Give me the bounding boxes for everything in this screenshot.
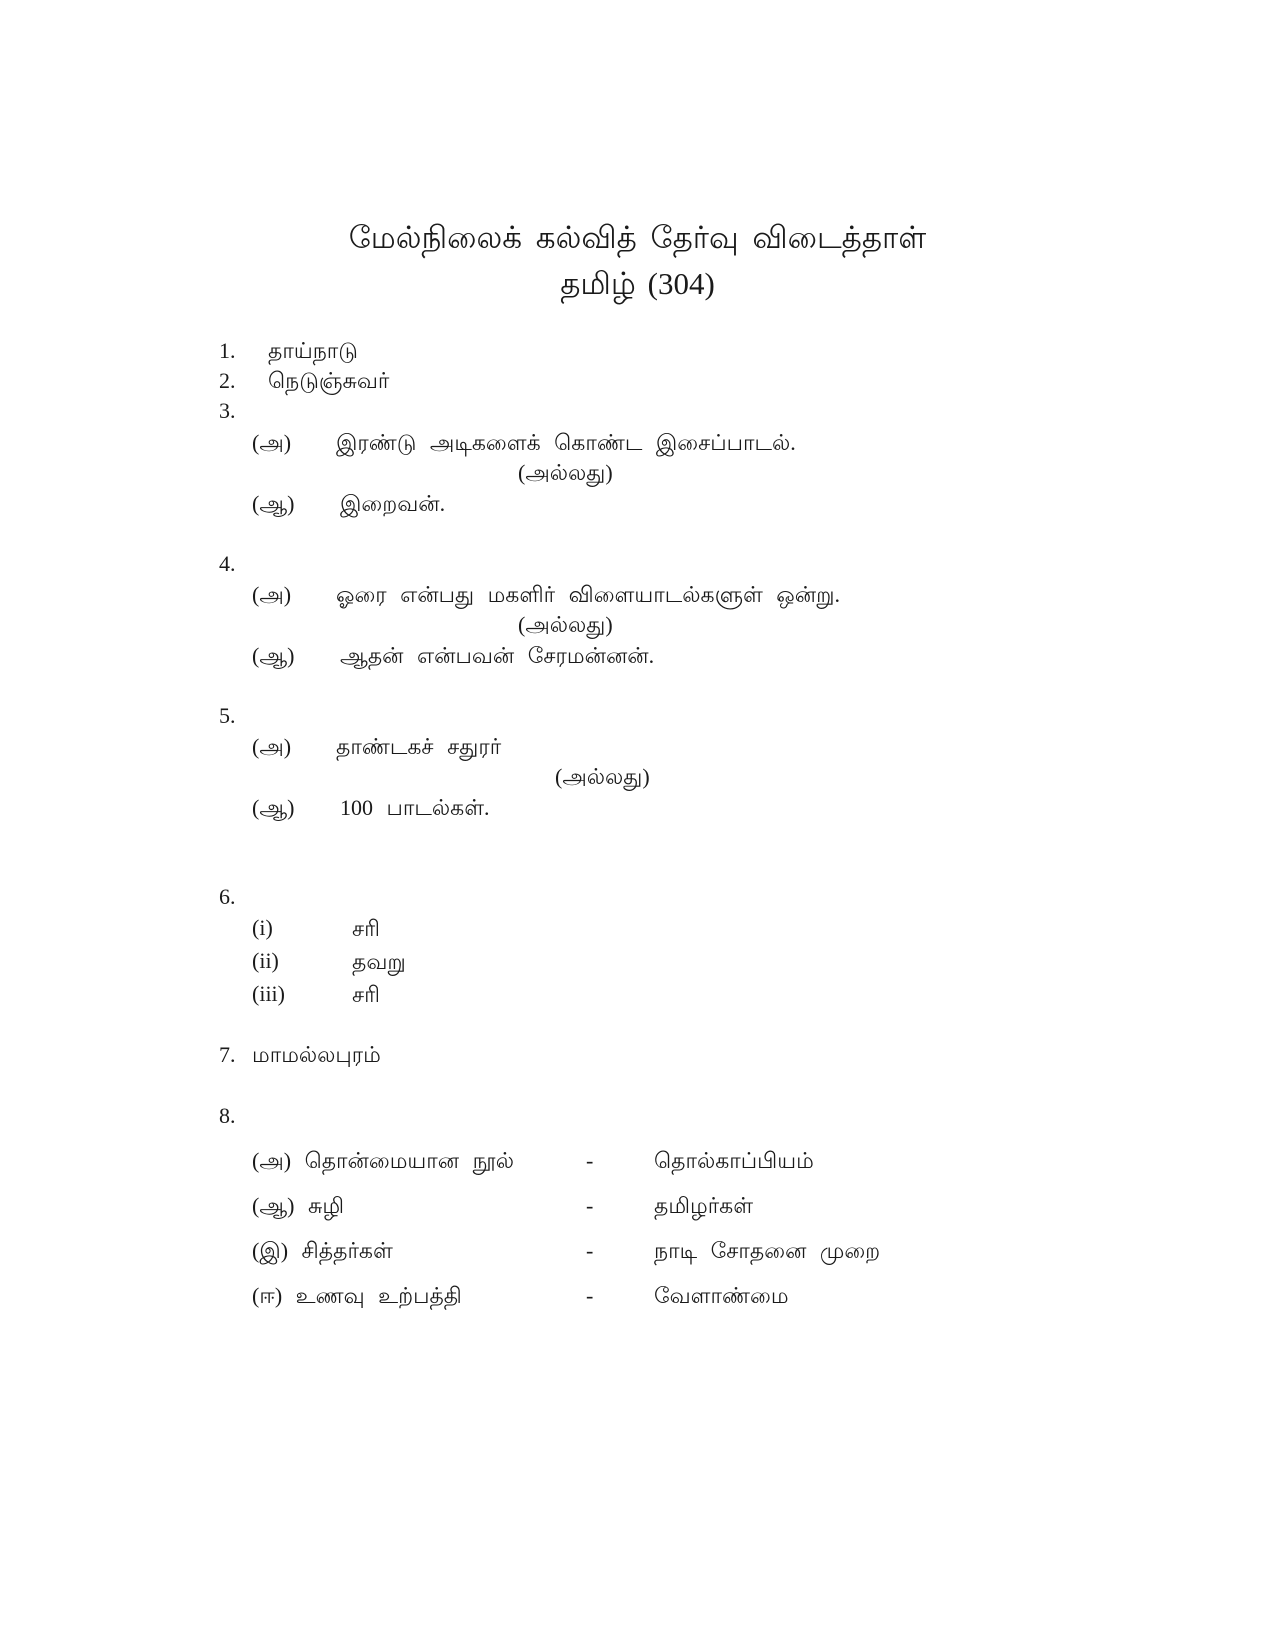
question-3-number: 3. [219, 398, 236, 423]
question-5-number: 5. [219, 703, 236, 728]
question-6-item-label: (iii) [252, 981, 285, 1006]
question-5-option-b-text: 100 பாடல்கள். [340, 795, 490, 820]
question-4-or: (அல்லது) [518, 612, 613, 637]
question-3-option-b-label: (ஆ) [252, 491, 295, 516]
match-row-dash: - [586, 1238, 594, 1263]
question-7-answer: மாமல்லபுரம் [252, 1042, 381, 1067]
question-3-option-a-label: (அ) [252, 430, 292, 455]
match-row-right: வேளாண்மை [654, 1283, 789, 1308]
question-6-item-label: (ii) [252, 948, 279, 973]
question-5-option-a-text: தாண்டகச் சதுரர் [336, 734, 502, 759]
question-4-option-a-text: ஓரை என்பது மகளிர் விளையாடல்களுள் ஒன்று. [336, 582, 840, 607]
question-3-option-b-text: இறைவன். [340, 491, 446, 516]
match-row-left: (ஈ) உணவு உற்பத்தி [252, 1283, 462, 1308]
question-1-answer: தாய்நாடு [268, 338, 358, 363]
question-6-item-answer: தவறு [352, 949, 406, 974]
question-1-number: 1. [219, 338, 236, 363]
match-row-left: (ஆ) சுழி [252, 1193, 344, 1218]
page-title: மேல்நிலைக் கல்வித் தேர்வு விடைத்தாள் [348, 220, 927, 255]
match-row-left: (இ) சித்தர்கள் [252, 1238, 393, 1263]
question-2-number: 2. [219, 368, 236, 393]
question-7-number: 7. [219, 1042, 236, 1067]
match-row-dash: - [586, 1193, 594, 1218]
question-6-number: 6. [219, 884, 236, 909]
match-row-right: தொல்காப்பியம் [654, 1148, 814, 1173]
question-4-option-b-label: (ஆ) [252, 643, 295, 668]
question-4-option-b-text: ஆதன் என்பவன் சேரமன்னன். [340, 643, 655, 668]
question-2-answer: நெடுஞ்சுவர் [268, 368, 390, 393]
question-3-option-a-text: இரண்டு அடிகளைக் கொண்ட இசைப்பாடல். [336, 430, 796, 455]
question-3-or: (அல்லது) [518, 460, 613, 485]
question-6-item-answer: சரி [352, 982, 381, 1007]
question-6-item-label: (i) [252, 915, 273, 940]
match-row-dash: - [586, 1283, 594, 1308]
question-4-number: 4. [219, 551, 236, 576]
page-subtitle: தமிழ் (304) [560, 266, 715, 301]
question-5-or: (அல்லது) [555, 764, 650, 789]
question-8-number: 8. [219, 1103, 236, 1128]
question-4-option-a-label: (அ) [252, 582, 292, 607]
question-5-option-b-label: (ஆ) [252, 795, 295, 820]
match-row-right: நாடி சோதனை முறை [654, 1238, 881, 1263]
match-row-right: தமிழர்கள் [654, 1193, 754, 1218]
match-row-dash: - [586, 1148, 594, 1173]
question-6-item-answer: சரி [352, 916, 381, 941]
question-5-option-a-label: (அ) [252, 734, 292, 759]
match-row-left: (அ) தொன்மையான நூல் [252, 1148, 514, 1173]
